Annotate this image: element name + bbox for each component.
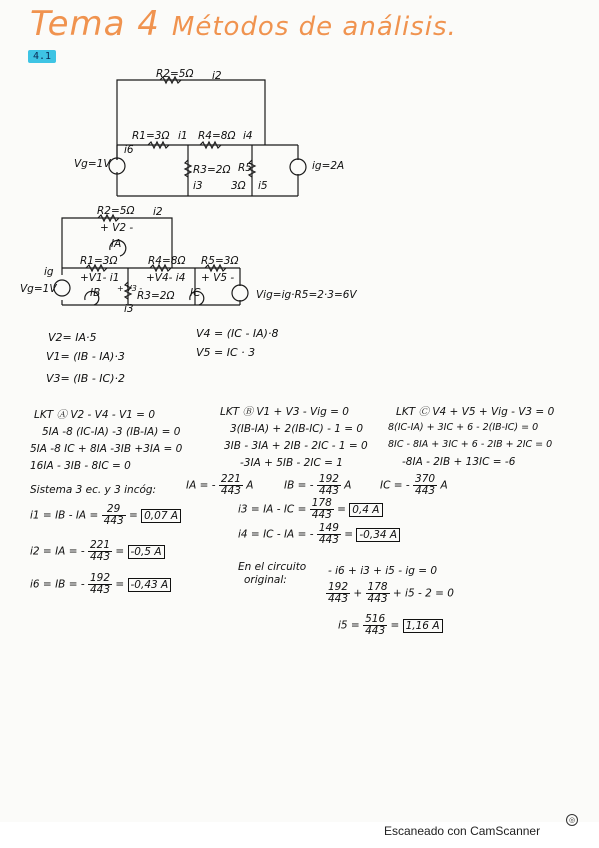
solution-ia: IA = - $\frac{221}{443}$ A bbox=[186, 473, 254, 497]
c2-r1-label: R1=3Ω bbox=[80, 255, 118, 267]
lkt-c-line2: 8IC - 8IA + 3IC + 6 - 2IB + 2IC = 0 bbox=[388, 439, 553, 450]
current-i6: i6 = IB = - $\frac{192}{443}$ = -0,43 A bbox=[30, 573, 171, 596]
eq-v5: V5 = IC · 3 bbox=[196, 346, 256, 359]
original-note-1: En el circuito bbox=[238, 561, 307, 573]
c1-r5-value: 3Ω bbox=[231, 180, 246, 192]
original-i5: i5 = $\frac{516}{443}$ = 1,16 A bbox=[338, 614, 443, 637]
c2-i3-label: i3 bbox=[124, 303, 134, 315]
c1-i6-label: i6 bbox=[124, 144, 134, 156]
c2-vig-label: Vig=ig·R5=2·3=6V bbox=[256, 289, 357, 301]
c1-i3-label: i3 bbox=[193, 180, 203, 192]
current-i2: i2 = IA = - $\frac{221}{443}$ = -0,5 A bbox=[30, 540, 165, 563]
current-i3: i3 = IA - IC = $\frac{178}{443}$ = 0,4 A bbox=[238, 498, 383, 521]
exercise-tag: 4.1 bbox=[28, 50, 56, 63]
eq-v1: V1= (IB - IA)·3 bbox=[46, 350, 125, 363]
c2-ic-label: IC bbox=[190, 287, 201, 299]
c1-r1-label: R1=3Ω bbox=[132, 130, 170, 142]
c1-i2-label: i2 bbox=[212, 70, 222, 82]
c2-v2-label: + V2 - bbox=[100, 222, 134, 234]
c1-i5-label: i5 bbox=[258, 180, 268, 192]
lkt-a-head: LKT Ⓐ V2 - V4 - V1 = 0 bbox=[34, 409, 155, 421]
c2-i2-label: i2 bbox=[153, 206, 163, 218]
eq-v4: V4 = (IC - IA)·8 bbox=[196, 327, 279, 340]
lkt-c-head: LKT Ⓒ V4 + V5 + Vig - V3 = 0 bbox=[396, 406, 555, 418]
c1-r3-label: R3=2Ω bbox=[193, 164, 231, 176]
original-eq1: - i6 + i3 + i5 - ig = 0 bbox=[328, 565, 438, 577]
lkt-b-line3: -3IA + 5IB - 2IC = 1 bbox=[240, 457, 343, 469]
c2-v5-label: + V5 - bbox=[201, 272, 235, 284]
solution-ib: IB = - $\frac{192}{443}$ A bbox=[284, 473, 352, 497]
c2-r5-label: R5=3Ω bbox=[201, 255, 239, 267]
c1-r5-label: R5 bbox=[238, 162, 252, 174]
c2-r4-label: R4=8Ω bbox=[148, 255, 186, 267]
c1-i4-label: i4 bbox=[243, 130, 253, 142]
current-i4: i4 = IC - IA = - $\frac{149}{443}$ = -0,34 A bbox=[238, 523, 400, 546]
lkt-a-line1: 5IA -8 (IC-IA) -3 (IB-IA) = 0 bbox=[42, 426, 181, 438]
lkt-a-line2: 5IA -8 IC + 8IA -3IB +3IA = 0 bbox=[30, 443, 183, 455]
c1-r2-label: R2=5Ω bbox=[156, 68, 194, 80]
original-eq2: $\frac{192}{443}$ + $\frac{178}{443}$ + i5 - 2 = 0 bbox=[328, 581, 454, 605]
c2-vg-label: Vg=1V bbox=[20, 283, 57, 295]
c2-r3-label: R3=2Ω bbox=[137, 290, 175, 302]
solution-ic: IC = - $\frac{370}{443}$ A bbox=[380, 473, 448, 497]
lkt-b-head: LKT Ⓑ V1 + V3 - Vig = 0 bbox=[220, 406, 349, 418]
current-i1: i1 = IB - IA = $\frac{29}{443}$ = 0,07 A bbox=[30, 504, 181, 527]
lkt-b-line2: 3IB - 3IA + 2IB - 2IC - 1 = 0 bbox=[224, 440, 368, 452]
camscanner-icon: ◎ bbox=[566, 814, 578, 826]
c2-v1-label: +V1- i1 bbox=[80, 272, 120, 284]
c2-ib-label: IB bbox=[90, 287, 101, 299]
system-label: Sistema 3 ec. y 3 incóg: bbox=[30, 484, 157, 496]
title-sub: Métodos de análisis. bbox=[171, 12, 457, 42]
c2-v3-label: + V3 - bbox=[117, 284, 143, 293]
c1-ig-label: ig=2A bbox=[312, 160, 345, 172]
lkt-a-line3: 16IA - 3IB - 8IC = 0 bbox=[30, 460, 131, 472]
c1-r4-label: R4=8Ω bbox=[198, 130, 236, 142]
eq-v2: V2= IA·5 bbox=[48, 331, 97, 344]
c1-i1-label: i1 bbox=[178, 130, 188, 142]
original-note-2: original: bbox=[244, 574, 287, 586]
title-main: Tema 4 bbox=[30, 4, 160, 44]
c2-ia-label: IA bbox=[111, 238, 122, 250]
c2-v4-label: +V4- i4 bbox=[146, 272, 186, 284]
lkt-b-line1: 3(IB-IA) + 2(IB-IC) - 1 = 0 bbox=[230, 423, 364, 435]
eq-v3: V3= (IB - IC)·2 bbox=[46, 372, 125, 385]
c2-ig-label: ig bbox=[44, 266, 54, 278]
c1-vg-label: Vg=1V bbox=[74, 158, 111, 170]
c2-r2-label: R2=5Ω bbox=[97, 205, 135, 217]
lkt-c-line3: -8IA - 2IB + 13IC = -6 bbox=[402, 456, 516, 468]
scanner-footer: Escaneado con CamScanner bbox=[384, 824, 541, 838]
lkt-c-line1: 8(IC-IA) + 3IC + 6 - 2(IB-IC) = 0 bbox=[388, 422, 539, 433]
